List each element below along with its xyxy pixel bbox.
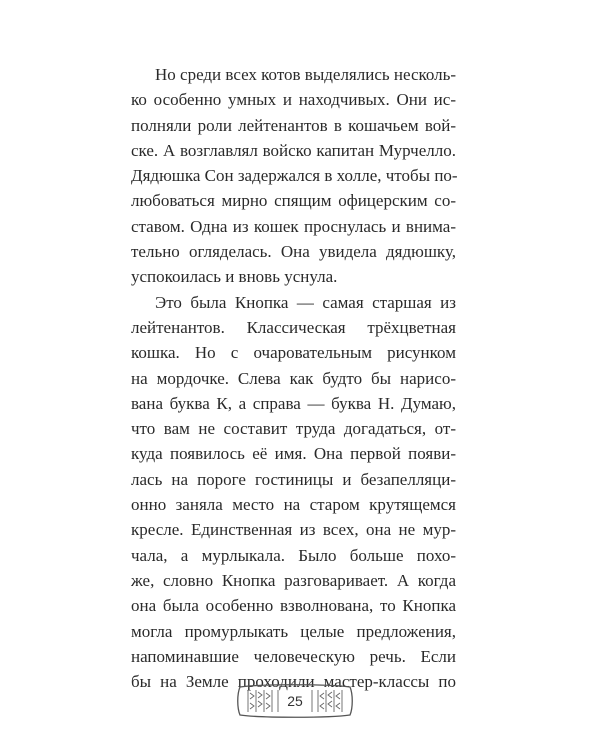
page-footer	[234, 683, 356, 719]
text-line: онно заняла место на старом крутящемся	[131, 495, 456, 515]
text-line: кресле. Единственная из всех, она не мур-	[131, 520, 456, 540]
text-line: бы на Земле проходили мастер-классы по	[131, 672, 456, 692]
text-line: тельно огляделась. Она увидела дядюшку,	[131, 242, 456, 262]
text-line: лейтенантов. Классическая трёхцветная	[131, 317, 456, 337]
text-line: напоминавшие человеческую речь. Если	[131, 646, 456, 666]
text-line: на мордочке. Слева как будто бы нарисо-	[131, 368, 456, 388]
text-line: ко особенно умных и находчивых. Они ис-	[131, 90, 456, 110]
page-number: 25	[287, 693, 303, 709]
text-line: Это была Кнопка — самая старшая из	[155, 292, 456, 312]
text-line: чала, а мурлыкала. Было больше похо-	[131, 545, 456, 565]
text-line: лась на пороге гостиницы и безапелляци-	[131, 469, 456, 489]
text-line: что вам не составит труда догадаться, от-	[131, 419, 456, 439]
text-line: ставом. Одна из кошек проснулась и внима-	[131, 216, 456, 236]
text-line: она была особенно взволнована, то Кнопка	[131, 596, 456, 616]
text-line: куда появилось её имя. Она первой появи-	[131, 444, 456, 464]
text-line: могла промурлыкать целые предложения,	[131, 621, 456, 641]
text-line: вана буква К, а справа — буква Н. Думаю,	[131, 393, 456, 413]
text-line: же, словно Кнопка разговаривает. А когда	[131, 570, 456, 590]
text-line: кошка. Но с очаровательным рисунком	[131, 343, 456, 363]
text-line: ске. А возглавлял войско капитан Мурчелло.	[131, 140, 456, 160]
text-line: полняли роли лейтенантов в кошачьем вой-	[131, 115, 456, 135]
body-text	[131, 62, 456, 694]
text-line: Дядюшка Сон задержался в холле, чтобы по-	[131, 166, 458, 186]
text-line: Но среди всех котов выделялись несколь-	[155, 65, 457, 84]
text-line: успокоилась и вновь уснула.	[131, 267, 338, 287]
text-line: любоваться мирно спящим офицерским со-	[131, 191, 456, 211]
